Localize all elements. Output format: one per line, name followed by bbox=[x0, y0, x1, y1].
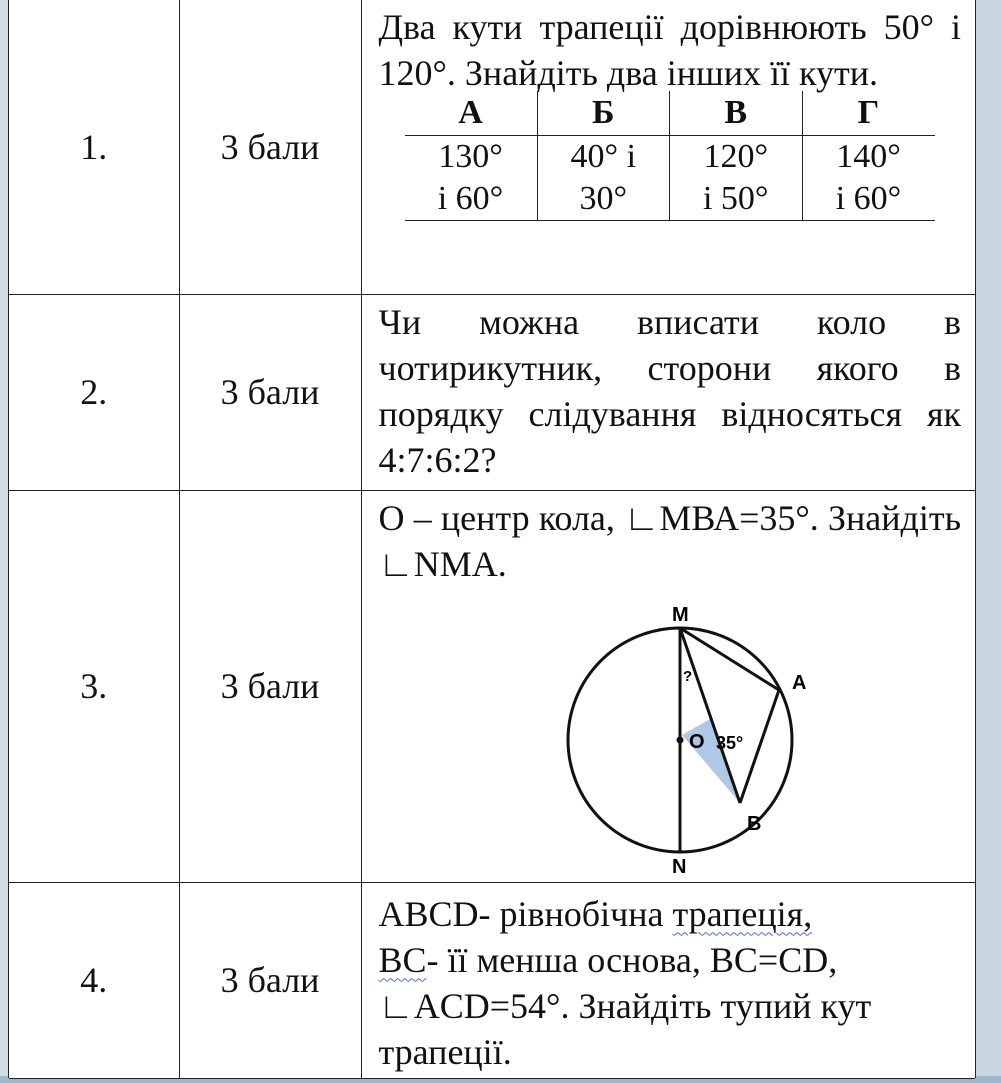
label-n: N bbox=[671, 855, 687, 877]
option-header: В bbox=[670, 91, 803, 136]
task-number: 1. bbox=[9, 0, 179, 294]
chord-mb bbox=[680, 628, 740, 803]
circle-figure bbox=[510, 587, 830, 877]
chord-ma bbox=[680, 628, 779, 690]
task-text: Чи можна вписати коло в чотирикутник, сторони якого в порядку слідування відносяться як 4:7:6:2? bbox=[378, 301, 961, 480]
task-number: 2. bbox=[9, 294, 179, 490]
label-b: B bbox=[746, 812, 762, 835]
task-points: 3 бали bbox=[179, 490, 361, 882]
task-row bbox=[9, 0, 975, 294]
option-header: Г bbox=[802, 91, 935, 136]
task-text: Два кути трапеції дорівнюють 50° і 120°. Знайдіть два інших її кути. bbox=[378, 7, 961, 93]
task-row bbox=[9, 294, 975, 490]
task-points: 3 бали bbox=[179, 294, 361, 490]
spellcheck-flag: трапеція, bbox=[672, 893, 813, 934]
label-a: A bbox=[791, 671, 807, 694]
task-text: ABCD- рівнобічна трапеція, BC- її менша основа, BC=CD, ∟ACD=54°. Знайдіть тупий кут трапеції. bbox=[378, 893, 872, 1072]
option-value: 120° і 50° bbox=[670, 136, 803, 221]
task-points: 3 бали bbox=[179, 0, 361, 294]
task-content bbox=[361, 0, 975, 294]
task-content bbox=[361, 490, 975, 882]
option-header: Б bbox=[537, 91, 670, 136]
task-sheet bbox=[8, 0, 976, 1078]
task-row bbox=[9, 882, 975, 1078]
task-content bbox=[361, 294, 975, 490]
option-value: 130° і 60° bbox=[405, 136, 538, 221]
label-m: M bbox=[671, 603, 689, 626]
label-o: O bbox=[688, 730, 705, 753]
unknown-angle-mark: ? bbox=[682, 667, 692, 685]
task-number: 4. bbox=[9, 882, 179, 1078]
option-value: 40° і 30° bbox=[537, 136, 670, 221]
task-text: О – центр кола, ∟МВА=35°. Знайдіть ∟NMA. bbox=[378, 497, 961, 584]
angle-label: 35° bbox=[715, 732, 743, 753]
task-number: 3. bbox=[9, 490, 179, 882]
tasks-table bbox=[9, 0, 975, 1079]
chord-ab bbox=[740, 690, 779, 803]
spellcheck-flag: BC bbox=[378, 939, 427, 980]
task-points: 3 бали bbox=[179, 882, 361, 1078]
answer-options-table bbox=[405, 91, 935, 221]
option-header: А bbox=[405, 91, 538, 136]
task-content bbox=[361, 882, 975, 1078]
option-value: 140° і 60° bbox=[802, 136, 935, 221]
task-row bbox=[9, 490, 975, 882]
center-point bbox=[676, 736, 683, 743]
